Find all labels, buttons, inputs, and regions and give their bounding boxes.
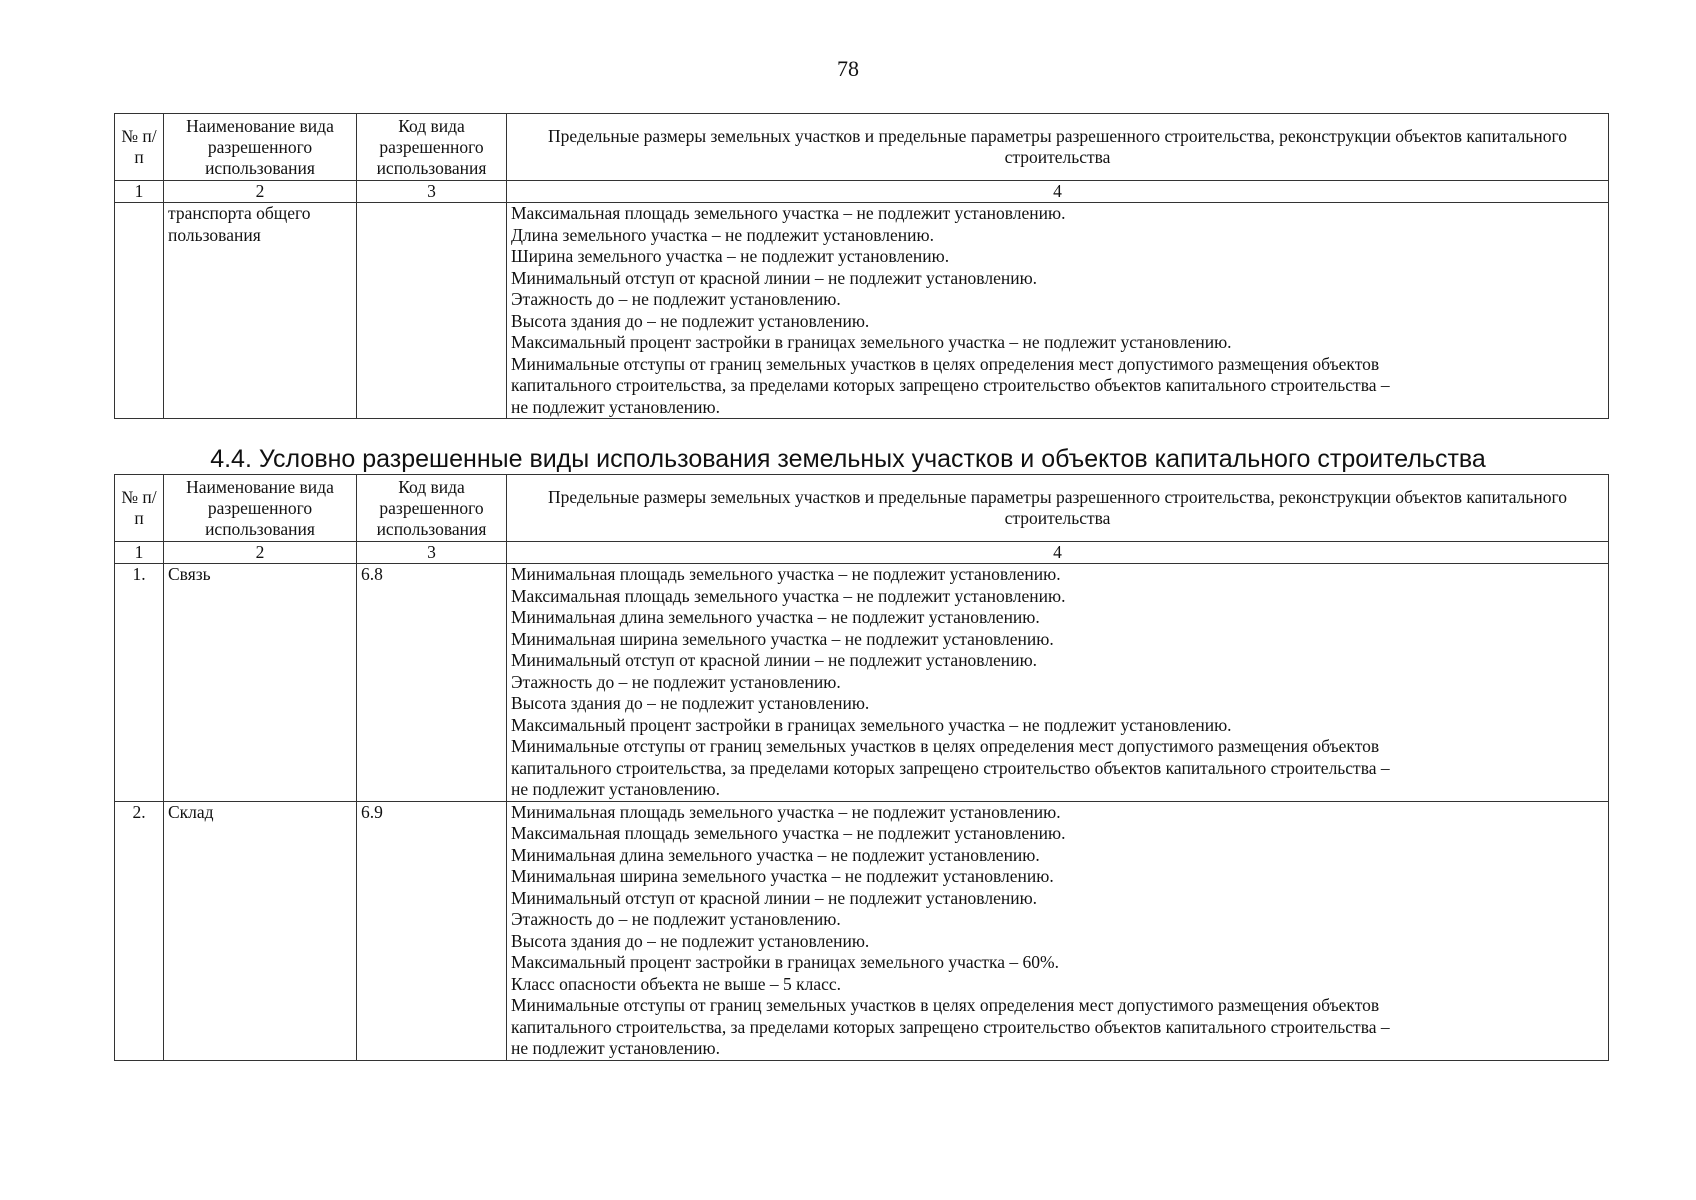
conditional-use-table [114, 474, 1609, 1061]
column-number: 1 [115, 181, 164, 203]
table-row [115, 203, 1609, 419]
header-name: Наименование вида разрешенного использования [164, 114, 357, 181]
table-row [115, 801, 1609, 1060]
column-number: 3 [357, 181, 507, 203]
parameter-line: Высота здания до – не подлежит установлению. [511, 930, 870, 951]
parameters-cell [507, 564, 1609, 802]
column-number: 4 [507, 181, 1609, 203]
row-number: 2. [115, 801, 164, 1060]
parameter-line: не подлежит установлению. [511, 779, 720, 799]
parameter-line: Максимальный процент застройки в границах земельного участка – не подлежит установлению. [511, 332, 1232, 352]
land-use-table-continued [114, 113, 1609, 419]
row-number: 1. [115, 564, 164, 802]
column-number-row [115, 181, 1609, 203]
parameter-line: Минимальные отступы от границ земельных участков в целях определения мест допустимого размещения объектов [511, 736, 1380, 756]
table-body [115, 564, 1609, 1061]
header-name: Наименование вида разрешенного использования [164, 475, 357, 542]
header-num: № п/п [115, 114, 164, 181]
parameter-line: Минимальная длина земельного участка – не подлежит установлению. [511, 844, 1040, 865]
parameter-line: Максимальная площадь земельного участка – не подлежит установлению. [511, 203, 1066, 223]
parameter-line: Минимальная ширина земельного участка – не подлежит установлению. [511, 866, 1054, 886]
column-number-row [115, 542, 1609, 564]
parameter-line: Минимальные отступы от границ земельных участков в целях определения мест допустимого размещения объектов [511, 995, 1380, 1015]
column-number: 3 [357, 542, 507, 564]
parameter-line: Минимальная ширина земельного участка – не подлежит установлению. [511, 628, 1054, 649]
parameter-line: Этажность до – не подлежит установлению. [511, 671, 841, 692]
parameters-cell [507, 801, 1609, 1060]
page-number: 78 [837, 56, 859, 81]
parameter-line: Максимальный процент застройки в границах земельного участка – не подлежит установлению. [511, 714, 1232, 735]
parameter-line: Максимальная площадь земельного участка – не подлежит установлению. [511, 823, 1066, 843]
parameter-line: капитального строительства, за пределами которых запрещено строительство объектов капитального строительства – [511, 375, 1390, 395]
use-type-name: Связь [164, 564, 357, 802]
parameter-line: Высота здания до – не подлежит установлению. [511, 310, 870, 331]
parameter-line: Максимальный процент застройки в границах земельного участка – 60%. [511, 952, 1060, 972]
row-number [115, 203, 164, 419]
table-header-row [115, 475, 1609, 542]
parameter-line: капитального строительства, за пределами которых запрещено строительство объектов капитального строительства – [511, 757, 1390, 778]
parameter-line: капитального строительства, за пределами которых запрещено строительство объектов капитального строительства – [511, 1016, 1390, 1037]
parameters-cell [507, 203, 1609, 419]
use-type-name: Склад [164, 801, 357, 1060]
use-type-code [357, 203, 507, 419]
parameter-line: не подлежит установлению. [511, 1038, 720, 1058]
parameter-line: Минимальная длина земельного участка – не подлежит установлению. [511, 607, 1040, 627]
header-params: Предельные размеры земельных участков и предельные параметры разрешенного строительства, реконструкции объектов капитального строительства [507, 475, 1609, 542]
table-body [115, 203, 1609, 419]
parameter-line: не подлежит установлению. [511, 396, 720, 417]
parameter-line: Минимальный отступ от красной линии – не подлежит установлению. [511, 887, 1038, 908]
header-code: Код вида разрешенного использования [357, 475, 507, 542]
table-header-row [115, 114, 1609, 181]
column-number: 2 [164, 181, 357, 203]
parameter-line: Минимальные отступы от границ земельных участков в целях определения мест допустимого размещения объектов [511, 353, 1380, 374]
header-code: Код вида разрешенного использования [357, 114, 507, 181]
section-heading: 4.4. Условно разрешенные виды использования земельных участков и объектов капитального строительства [210, 445, 1486, 473]
use-type-name: транспорта общего пользования [164, 203, 357, 419]
parameter-line: Этажность до – не подлежит установлению. [511, 909, 841, 929]
column-number: 4 [507, 542, 1609, 564]
use-type-code: 6.9 [357, 801, 507, 1060]
parameter-line: Минимальный отступ от красной линии – не подлежит установлению. [511, 267, 1038, 288]
parameter-line: Высота здания до – не подлежит установлению. [511, 693, 870, 713]
parameter-line: Минимальный отступ от красной линии – не подлежит установлению. [511, 650, 1038, 670]
parameter-line: Ширина земельного участка – не подлежит установлению. [511, 246, 950, 266]
parameter-line: Минимальная площадь земельного участка – не подлежит установлению. [511, 801, 1061, 822]
column-number: 1 [115, 542, 164, 564]
parameter-line: Длина земельного участка – не подлежит установлению. [511, 224, 934, 245]
parameter-line: Минимальная площадь земельного участка – не подлежит установлению. [511, 564, 1061, 584]
parameter-line: Этажность до – не подлежит установлению. [511, 289, 841, 309]
parameter-line: Класс опасности объекта не выше – 5 класс. [511, 973, 842, 994]
parameter-line: Максимальная площадь земельного участка – не подлежит установлению. [511, 585, 1066, 606]
column-number: 2 [164, 542, 357, 564]
header-params: Предельные размеры земельных участков и предельные параметры разрешенного строительства, реконструкции объектов капитального строительства [507, 114, 1609, 181]
header-num: № п/п [115, 475, 164, 542]
table-row [115, 564, 1609, 802]
use-type-code: 6.8 [357, 564, 507, 802]
